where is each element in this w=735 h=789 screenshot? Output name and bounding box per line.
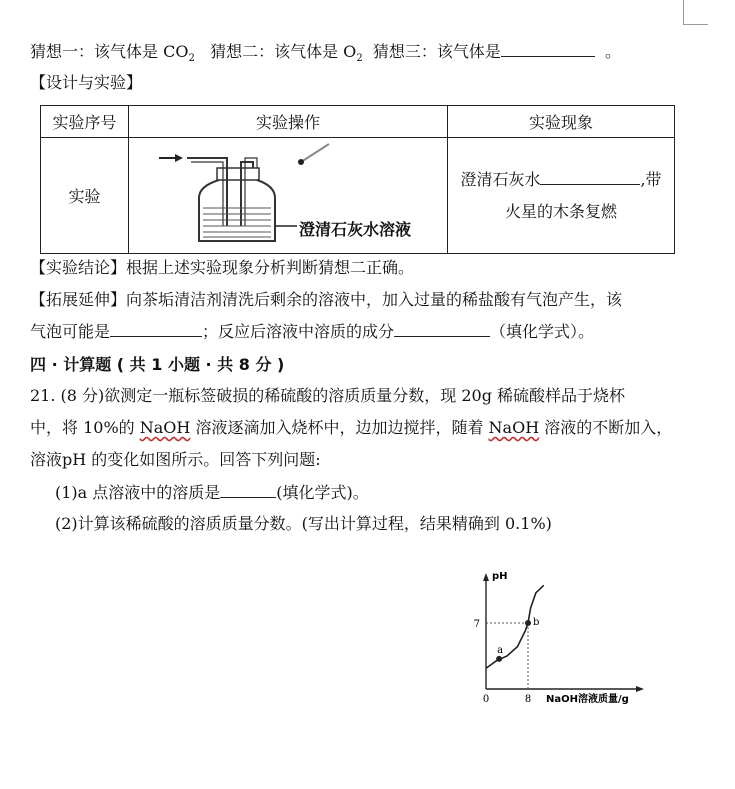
conclusion-line: 【实验结论】根据上述实验现象分析判断猜想二正确。 bbox=[30, 258, 415, 277]
hypothesis-1: 猜想一：该气体是 CO bbox=[30, 42, 189, 61]
question-text-2b: 溶液逐滴加入烧杯中，边加边搅拌，随着 bbox=[190, 418, 489, 437]
x-tick-8: 8 bbox=[524, 694, 532, 705]
subquestion-1-text-a: (1)a 点溶液中的溶质是 bbox=[55, 483, 221, 502]
point-b bbox=[525, 620, 531, 626]
subquestion-1-text-b: (填化学式)。 bbox=[276, 483, 369, 502]
phenomenon-text-a: 澄清石灰水 bbox=[460, 169, 541, 189]
phenomenon-line-1 bbox=[448, 164, 674, 196]
arrow-icon bbox=[175, 154, 183, 162]
hypothesis-2-subscript: 2 bbox=[356, 53, 363, 65]
question-text-2c: 溶液的不断加入， bbox=[539, 418, 673, 437]
phenomenon-blank[interactable] bbox=[540, 168, 640, 185]
apparatus-label: 澄清石灰水溶液 bbox=[299, 220, 412, 239]
extension-text-b: ；反应后溶液中溶质的成分 bbox=[202, 322, 395, 341]
point-b-label: b bbox=[533, 617, 540, 628]
experiment-table bbox=[40, 105, 675, 254]
hypothesis-1-subscript: 2 bbox=[188, 53, 195, 65]
x-axis-label: NaOH溶液质量/g bbox=[546, 694, 629, 705]
phenomenon-line-2: 火星的木条复燃 bbox=[504, 201, 617, 221]
header-number: 实验序号 bbox=[41, 106, 129, 138]
point-a bbox=[496, 656, 502, 662]
phenomenon-cell bbox=[448, 138, 675, 254]
extension-text-c: （填化学式）。 bbox=[490, 322, 595, 341]
hypothesis-3-blank[interactable] bbox=[501, 40, 595, 57]
extension-line-2 bbox=[30, 320, 594, 343]
naoh-term-1: NaOH bbox=[139, 418, 191, 437]
extension-text-a: 气泡可能是 bbox=[30, 322, 111, 341]
question-line-3: 溶液pH 的变化如图所示。回答下列问题: bbox=[30, 450, 321, 469]
x-tick-0: 0 bbox=[482, 694, 490, 705]
extension-blank-1[interactable] bbox=[110, 320, 202, 337]
hypothesis-3: 猜想三：该气体是 bbox=[372, 42, 501, 61]
design-heading: 【设计与实验】 bbox=[30, 73, 143, 92]
y-axis-arrow bbox=[483, 573, 489, 581]
table-row bbox=[41, 138, 675, 254]
question-text-2a: 中，将 10%的 bbox=[30, 418, 140, 437]
question-line-1: 21. (8 分)欲测定一瓶标签破损的稀硫酸的溶质质量分数，现 20g 稀硫酸样品于烧杯 bbox=[30, 386, 626, 405]
point-a-label: a bbox=[497, 644, 504, 656]
x-axis-arrow bbox=[636, 686, 644, 692]
y-tick-7: 7 bbox=[473, 619, 480, 630]
phenomenon-text-b: ,带 bbox=[640, 169, 662, 189]
section-heading: 四 · 计算题 ( 共 1 小题 · 共 8 分 ) bbox=[30, 355, 285, 374]
extension-blank-2[interactable] bbox=[394, 320, 490, 337]
extension-line-1: 【拓展延伸】向茶垢清洁剂清洗后剩余的溶液中，加入过量的稀盐酸有气泡产生，该 bbox=[30, 290, 623, 309]
page-corner-mark bbox=[683, 0, 708, 25]
naoh-term-2: NaOH bbox=[488, 418, 540, 437]
hypotheses-line bbox=[30, 40, 621, 70]
apparatus-cell bbox=[129, 138, 448, 254]
hypotheses-end: 。 bbox=[605, 42, 622, 61]
header-operation: 实验操作 bbox=[129, 106, 448, 138]
question-line-2 bbox=[30, 417, 672, 439]
subquestion-1-blank[interactable] bbox=[220, 481, 276, 498]
y-axis-label: pH bbox=[492, 571, 508, 582]
ph-chart bbox=[460, 565, 660, 715]
row-label: 实验 bbox=[41, 138, 129, 254]
header-phenomenon: 实验现象 bbox=[448, 106, 675, 138]
subquestion-1 bbox=[55, 481, 369, 504]
table-header-row bbox=[41, 106, 675, 138]
hypothesis-2: 猜想二：该气体是 O bbox=[210, 42, 357, 61]
subquestion-2: (2)计算该稀硫酸的溶质质量分数。(写出计算过程，结果精确到 0.1%) bbox=[55, 514, 552, 533]
